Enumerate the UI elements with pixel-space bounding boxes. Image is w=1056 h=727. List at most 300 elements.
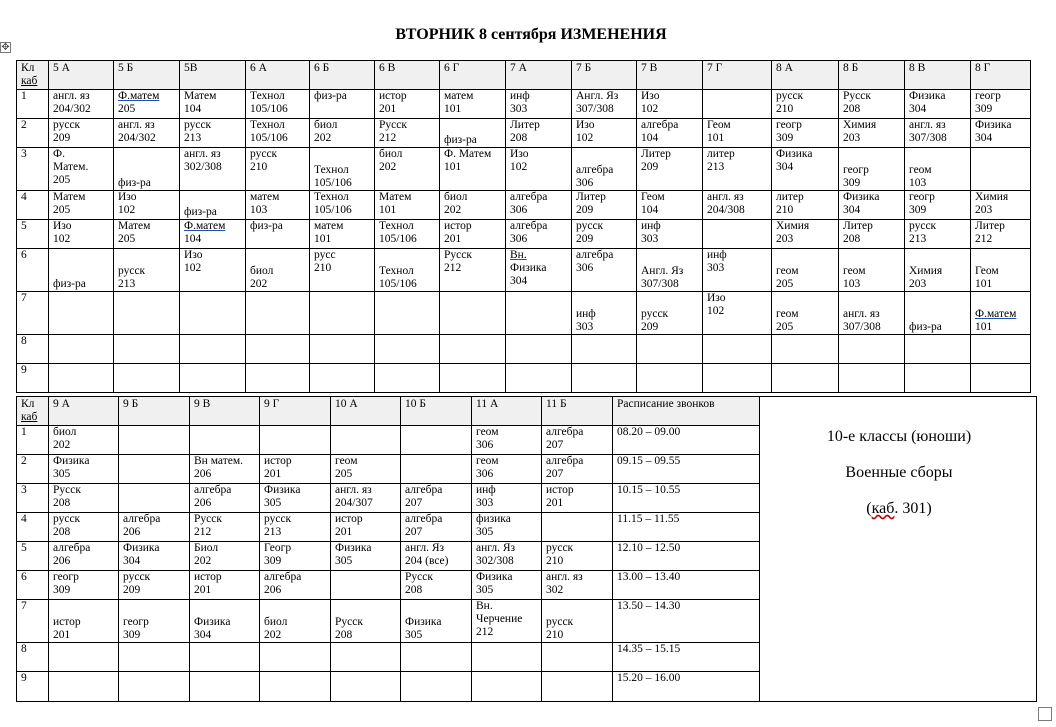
lesson-cell[interactable] [971,220,1031,249]
lesson-cell[interactable] [440,364,506,393]
lesson-cell[interactable] [260,513,331,542]
table-row [17,335,1031,364]
lesson-text-line: 202 [53,439,71,451]
lesson-cell[interactable] [180,90,246,119]
lesson-cell[interactable] [506,249,572,292]
lesson-cell[interactable] [310,191,375,220]
lesson-cell[interactable] [905,249,971,292]
header-class-room-label [17,61,49,90]
lesson-cell[interactable] [49,643,119,672]
lesson-cell[interactable] [905,191,971,220]
lesson-cell[interactable] [971,364,1031,393]
lesson-cell[interactable] [703,119,772,148]
lesson-text-line: алгебра [53,542,91,554]
lesson-cell[interactable] [331,513,401,542]
lesson-cell[interactable] [839,249,905,292]
lesson-text-line: 305 [476,584,494,596]
note-line-3-room-word: каб [871,500,895,517]
lesson-cell[interactable] [49,191,114,220]
lesson-cell[interactable] [703,191,772,220]
lesson-text-line: инф [707,249,727,261]
lesson-text-line: инф [576,308,596,320]
lesson-text-line: 306 [510,233,528,245]
lesson-cell[interactable] [971,119,1031,148]
lesson-cell[interactable] [772,220,839,249]
lesson-cell[interactable] [331,455,401,484]
lesson-cell[interactable] [703,148,772,191]
lesson-number: 3 [17,148,49,191]
lesson-cell[interactable] [971,191,1031,220]
lesson-text-line: 212 [476,626,494,638]
lesson-text-line: Ф. Матем [444,148,492,160]
lesson-cell[interactable] [572,191,637,220]
lesson-text-line: истор [444,220,472,232]
lesson-cell[interactable] [49,513,119,542]
lesson-cell[interactable] [506,148,572,191]
lesson-cell[interactable] [246,148,310,191]
lesson-cell[interactable] [114,191,180,220]
schedule-table-grades-5-8 [16,60,1031,393]
lesson-cell[interactable] [572,292,637,335]
lesson-number: 8 [17,643,49,672]
lesson-cell[interactable] [772,191,839,220]
lesson-cell[interactable] [180,220,246,249]
lesson-cell[interactable] [440,249,506,292]
lesson-cell[interactable] [190,542,260,571]
lesson-text-line: физ-ра [53,278,86,290]
lesson-cell[interactable] [703,249,772,292]
lesson-cell[interactable] [637,90,703,119]
lesson-cell[interactable] [114,364,180,393]
lesson-text-line: 105/106 [250,103,288,115]
lesson-cell[interactable] [119,542,190,571]
lesson-cell[interactable] [49,119,114,148]
lesson-cell[interactable] [180,335,246,364]
lesson-text-line: Геом [707,119,731,131]
lesson-cell[interactable] [839,220,905,249]
lesson-cell[interactable] [440,119,506,148]
lesson-cell[interactable] [375,364,440,393]
lesson-cell[interactable] [119,484,190,513]
lesson-text-line: 210 [776,204,794,216]
lesson-cell[interactable] [119,672,190,702]
lesson-text-line: геом [335,455,358,467]
lesson-cell[interactable] [905,364,971,393]
lesson-cell[interactable] [971,249,1031,292]
lesson-cell[interactable] [246,191,310,220]
lesson-cell[interactable] [246,292,310,335]
lesson-number: 2 [17,455,49,484]
lesson-text-line: геом [843,265,866,277]
lesson-cell[interactable] [190,672,260,702]
table-resize-handle-icon[interactable] [1038,707,1052,721]
lesson-cell[interactable] [542,600,613,643]
lesson-text-line: 208 [510,132,528,144]
lesson-cell[interactable] [472,600,542,643]
lesson-text-line: Физика [975,119,1012,131]
table-row [17,292,1031,335]
lesson-cell[interactable] [472,672,542,702]
lesson-text-line: 306 [510,204,528,216]
lesson-cell[interactable] [772,148,839,191]
lesson-cell[interactable] [637,292,703,335]
lesson-text-line: Физика [510,262,547,274]
lesson-text-line: 307/308 [843,321,881,333]
lesson-cell[interactable] [542,643,613,672]
lesson-cell[interactable] [190,571,260,600]
lesson-text-line: алгебра [576,164,614,176]
lesson-cell[interactable] [542,542,613,571]
class-header: 9 Г [260,397,331,426]
lesson-cell[interactable] [971,292,1031,335]
lesson-text-line: геогр [843,164,869,176]
lesson-cell[interactable] [310,220,375,249]
lesson-cell[interactable] [506,220,572,249]
header-class-room-label [17,397,49,426]
lesson-text-line: алгебра [510,220,548,232]
lesson-cell[interactable] [401,542,472,571]
lesson-cell[interactable] [440,90,506,119]
lesson-cell[interactable] [839,119,905,148]
lesson-cell[interactable] [190,455,260,484]
lesson-cell[interactable] [839,191,905,220]
lesson-cell[interactable] [772,335,839,364]
lesson-cell[interactable] [542,672,613,702]
lesson-cell[interactable] [971,90,1031,119]
lesson-text-line: Физика [776,148,813,160]
lesson-cell[interactable] [49,571,119,600]
lesson-cell[interactable] [401,643,472,672]
lesson-cell[interactable] [114,148,180,191]
lesson-text-line: англ. яз [546,571,583,583]
lesson-cell[interactable] [119,455,190,484]
lesson-cell[interactable] [119,600,190,643]
page-title: ВТОРНИК 8 сентября ИЗМЕНЕНИЯ [395,26,667,43]
lesson-cell[interactable] [180,148,246,191]
lesson-cell[interactable] [839,148,905,191]
lesson-cell[interactable] [114,90,180,119]
lesson-cell[interactable] [246,90,310,119]
lesson-cell[interactable] [49,292,114,335]
lesson-text-line: англ. яз [53,90,90,102]
lesson-cell[interactable] [905,220,971,249]
lesson-cell[interactable] [310,148,375,191]
lesson-cell[interactable] [49,148,114,191]
lesson-cell[interactable] [401,455,472,484]
lesson-cell[interactable] [772,249,839,292]
lesson-cell[interactable] [506,335,572,364]
lesson-cell[interactable] [772,90,839,119]
lesson-cell[interactable] [180,364,246,393]
lesson-cell[interactable] [637,191,703,220]
lesson-cell[interactable] [190,426,260,455]
lesson-cell[interactable] [246,220,310,249]
lesson-cell[interactable] [375,249,440,292]
lesson-cell[interactable] [49,426,119,455]
table-row [17,191,1031,220]
lesson-cell[interactable] [260,484,331,513]
lesson-cell[interactable] [49,364,114,393]
lesson-text-line: русск [546,542,574,554]
lesson-text-line: Технол [314,164,349,176]
lesson-cell[interactable] [506,119,572,148]
lesson-cell[interactable] [260,672,331,702]
lesson-cell[interactable] [49,220,114,249]
lesson-text-line: Физика [843,191,880,203]
table-move-handle-icon[interactable]: ✥ [1,42,10,53]
lesson-text-line: Геом [641,191,665,203]
lesson-cell[interactable] [310,119,375,148]
lesson-cell[interactable] [119,643,190,672]
lesson-text-line: 102 [53,233,71,245]
lesson-text-line: биол [444,191,468,203]
lesson-cell[interactable] [190,484,260,513]
lesson-cell[interactable] [375,220,440,249]
class-header: 5В [180,61,246,90]
lesson-text-line: 207 [405,526,423,538]
lesson-cell[interactable] [331,542,401,571]
lesson-cell[interactable] [49,455,119,484]
lesson-cell[interactable] [572,364,637,393]
lesson-cell[interactable] [472,643,542,672]
note-line-3 [764,491,1034,527]
lesson-cell[interactable] [905,119,971,148]
lesson-cell[interactable] [472,426,542,455]
lesson-text-line: 205 [118,103,136,115]
lesson-cell[interactable] [114,292,180,335]
lesson-text-line: физ-ра [314,90,347,102]
lesson-text-line: 210 [250,161,268,173]
lesson-cell[interactable] [246,364,310,393]
lesson-text-line: Геогр [264,542,292,554]
lesson-cell[interactable] [440,191,506,220]
lesson-cell[interactable] [260,426,331,455]
lesson-text-line: Геом [975,265,999,277]
lesson-cell[interactable] [772,292,839,335]
lesson-cell[interactable] [114,249,180,292]
lesson-cell[interactable] [905,292,971,335]
lesson-cell[interactable] [572,249,637,292]
lesson-cell[interactable] [440,292,506,335]
lesson-text-line: литер [776,191,804,203]
lesson-text-line: 201 [335,526,353,538]
lesson-cell[interactable] [375,191,440,220]
lesson-text-line: 205 [776,321,794,333]
lesson-cell[interactable] [331,600,401,643]
lesson-cell[interactable] [49,672,119,702]
lesson-cell[interactable] [49,335,114,364]
lesson-cell[interactable] [401,484,472,513]
lesson-cell[interactable] [703,364,772,393]
lesson-cell[interactable] [472,513,542,542]
lesson-text-line: 210 [314,262,332,274]
lesson-text-line: Технол [379,220,414,232]
lesson-text-line: 103 [909,177,927,189]
lesson-text-line: физ-ра [184,206,217,218]
lesson-cell[interactable] [114,119,180,148]
lesson-cell[interactable] [506,364,572,393]
lesson-cell[interactable] [542,455,613,484]
lesson-cell[interactable] [49,600,119,643]
lesson-text-line: 102 [707,305,725,317]
lesson-text-line: Химия [975,191,1009,203]
lesson-cell[interactable] [772,119,839,148]
lesson-text-line: 213 [118,278,136,290]
lesson-cell[interactable] [440,148,506,191]
lesson-cell[interactable] [49,542,119,571]
lesson-cell[interactable] [310,335,375,364]
lesson-cell[interactable] [472,542,542,571]
lesson-cell[interactable] [401,571,472,600]
lesson-cell[interactable] [401,426,472,455]
lesson-text-line: 309 [776,132,794,144]
lesson-cell[interactable] [260,542,331,571]
lesson-cell[interactable] [190,513,260,542]
lesson-cell[interactable] [905,90,971,119]
lesson-cell[interactable] [637,335,703,364]
lesson-cell[interactable] [401,513,472,542]
lesson-text-line: алгебра [546,455,584,467]
lesson-cell[interactable] [375,119,440,148]
lesson-cell[interactable] [472,484,542,513]
lesson-text-line: 306 [476,439,494,451]
lesson-text-line: Физика [264,484,301,496]
lesson-cell[interactable] [839,335,905,364]
lesson-cell[interactable] [506,191,572,220]
lesson-cell[interactable] [703,90,772,119]
lesson-cell[interactable] [839,90,905,119]
military-training-note [760,397,1037,702]
lesson-cell[interactable] [772,364,839,393]
lesson-cell[interactable] [260,455,331,484]
lesson-text-line: Русск [194,513,222,525]
lesson-cell[interactable] [703,220,772,249]
lesson-cell[interactable] [114,335,180,364]
lesson-cell[interactable] [506,90,572,119]
lesson-cell[interactable] [260,643,331,672]
lesson-text-line: 103 [843,278,861,290]
lesson-cell[interactable] [260,571,331,600]
lesson-cell[interactable] [905,335,971,364]
lesson-cell[interactable] [572,335,637,364]
lesson-text-line: русск [123,571,151,583]
lesson-cell[interactable] [49,249,114,292]
lesson-cell[interactable] [119,426,190,455]
lesson-cell[interactable] [572,119,637,148]
lesson-text-line: 101 [975,278,993,290]
lesson-cell[interactable] [637,364,703,393]
lesson-cell[interactable] [180,249,246,292]
lesson-text-line: 102 [118,204,136,216]
lesson-cell[interactable] [905,148,971,191]
lesson-cell[interactable] [637,148,703,191]
lesson-text-line: 207 [546,439,564,451]
lesson-cell[interactable] [440,220,506,249]
class-header: 5 А [49,61,114,90]
lesson-cell[interactable] [506,292,572,335]
lesson-cell[interactable] [401,672,472,702]
lesson-cell[interactable] [310,90,375,119]
lesson-cell[interactable] [310,292,375,335]
lesson-text-line: 303 [707,262,725,274]
lesson-cell[interactable] [542,484,613,513]
lesson-cell[interactable] [703,292,772,335]
lesson-cell[interactable] [572,148,637,191]
lesson-text-line: русск [641,308,669,320]
lesson-cell[interactable] [246,119,310,148]
lesson-cell[interactable] [310,249,375,292]
lesson-cell[interactable] [331,426,401,455]
lesson-cell[interactable] [260,600,331,643]
lesson-cell[interactable] [637,119,703,148]
class-header: 7 В [637,61,703,90]
lesson-cell[interactable] [472,455,542,484]
lesson-cell[interactable] [401,600,472,643]
lesson-text-line: 309 [909,204,927,216]
lesson-cell[interactable] [180,191,246,220]
lesson-text-line: Физика [194,616,231,628]
lesson-text-line: Химия [776,220,810,232]
lesson-cell[interactable] [572,220,637,249]
lesson-cell[interactable] [119,513,190,542]
lesson-cell[interactable] [331,484,401,513]
lesson-cell[interactable] [246,335,310,364]
lesson-cell[interactable] [49,484,119,513]
lesson-cell[interactable] [542,571,613,600]
lesson-cell[interactable] [472,571,542,600]
lesson-text-line: 306 [476,468,494,480]
lesson-cell[interactable] [49,90,114,119]
lesson-cell[interactable] [971,335,1031,364]
table-row [17,90,1031,119]
lesson-cell[interactable] [114,220,180,249]
lesson-cell[interactable] [839,292,905,335]
lesson-cell[interactable] [637,220,703,249]
lesson-cell[interactable] [190,600,260,643]
lesson-cell[interactable] [180,292,246,335]
lesson-cell[interactable] [190,643,260,672]
lesson-cell[interactable] [637,249,703,292]
lesson-cell[interactable] [180,119,246,148]
lesson-cell[interactable] [375,335,440,364]
lesson-cell[interactable] [440,335,506,364]
lesson-cell[interactable] [703,335,772,364]
lesson-cell[interactable] [331,672,401,702]
lesson-cell[interactable] [971,148,1031,191]
lesson-number: 7 [17,292,49,335]
lesson-cell[interactable] [839,364,905,393]
lesson-cell[interactable] [246,249,310,292]
lesson-cell[interactable] [375,292,440,335]
lesson-cell[interactable] [572,90,637,119]
lesson-cell[interactable] [542,426,613,455]
lesson-cell[interactable] [119,571,190,600]
lesson-text-line: физ-ра [444,134,477,146]
lesson-text-line: физ-ра [909,321,942,333]
lesson-cell[interactable] [375,148,440,191]
lesson-text-line: матем [314,220,344,232]
lesson-text-line: геом [776,308,799,320]
lesson-cell[interactable] [331,571,401,600]
lesson-text-line: Англ. Яз [576,90,619,102]
lesson-cell[interactable] [331,643,401,672]
lesson-text-line: 305 [405,629,423,641]
lesson-cell[interactable] [310,364,375,393]
lesson-text-line: алгебра [264,571,302,583]
lesson-cell[interactable] [542,513,613,542]
lesson-text-line: 305 [335,555,353,567]
lesson-cell[interactable] [375,90,440,119]
